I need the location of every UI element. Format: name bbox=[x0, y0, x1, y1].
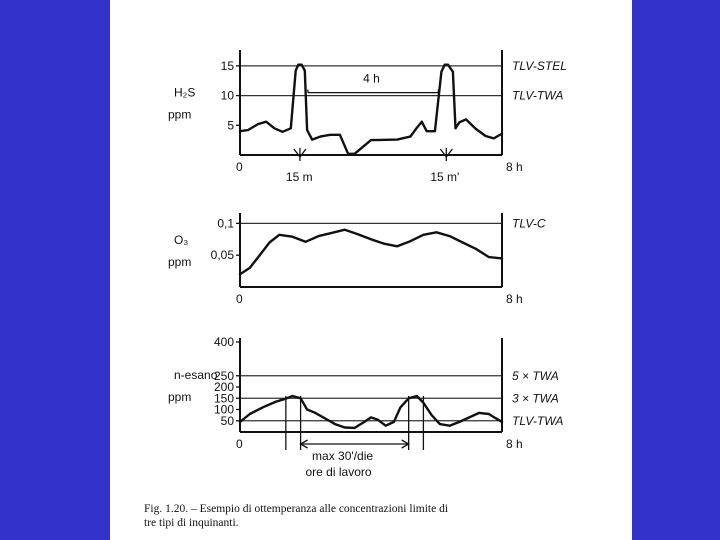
y-tick-label: 15 bbox=[220, 58, 234, 73]
y-axis-label: n-esano bbox=[174, 368, 218, 382]
x-tick-label-end: 8 h bbox=[506, 160, 523, 174]
caption-line-2: tre tipi di inquinanti. bbox=[144, 517, 239, 529]
chart-panel-1 bbox=[168, 50, 567, 174]
reference-line-label: TLV-C bbox=[512, 216, 546, 231]
x-tick-label-end: 8 h bbox=[506, 437, 523, 451]
span-label-line-1: max 30'/die bbox=[312, 449, 374, 463]
peak-2-label: 15 m' bbox=[430, 170, 460, 184]
reference-line-label: TLV-STEL bbox=[512, 58, 567, 73]
chart-panel-2 bbox=[168, 213, 546, 306]
y-tick-label: 0,05 bbox=[210, 248, 234, 263]
x-tick-label-start: 0 bbox=[236, 437, 243, 451]
y-axis-unit: ppm bbox=[168, 390, 192, 404]
reference-line-label: 3 × TWA bbox=[512, 391, 559, 406]
x-tick-label-start: 0 bbox=[236, 160, 243, 174]
reference-line-label: TLV-TWA bbox=[512, 88, 564, 103]
reference-line-label: 5 × TWA bbox=[512, 368, 559, 383]
y-axis-label: O₃ bbox=[174, 233, 189, 247]
y-tick-label: 200 bbox=[213, 380, 234, 394]
x-tick-label-end: 8 h bbox=[506, 292, 523, 306]
chart-panels bbox=[168, 50, 567, 451]
reference-line-label: TLV-TWA bbox=[512, 413, 564, 428]
x-tick-label-start: 0 bbox=[236, 292, 243, 306]
caption-line-1: Fig. 1.20. – Esempio di ottemperanza alle concentrazioni limite di bbox=[144, 503, 449, 515]
y-tick-label: 50 bbox=[220, 413, 234, 428]
data-series-line bbox=[240, 396, 502, 428]
interval-label: 4 h bbox=[363, 71, 380, 86]
y-axis-unit: ppm bbox=[168, 255, 192, 269]
y-tick-label: 0,1 bbox=[217, 216, 234, 231]
y-tick-label: 100 bbox=[213, 402, 234, 417]
span-label-line-2: ore di lavoro bbox=[305, 465, 372, 479]
peak-1-label: 15 m bbox=[285, 170, 313, 184]
y-tick-label: 10 bbox=[220, 88, 234, 103]
figure bbox=[110, 0, 632, 540]
data-series-line bbox=[240, 230, 502, 275]
paper-sheet bbox=[110, 0, 632, 540]
y-axis-label: H₂S bbox=[174, 85, 196, 100]
y-axis-unit: ppm bbox=[168, 107, 192, 122]
chart-panel-3 bbox=[168, 335, 563, 451]
y-tick-label: 5 bbox=[227, 118, 234, 133]
y-tick-label: 250 bbox=[213, 368, 234, 383]
y-tick-label: 150 bbox=[213, 391, 234, 406]
y-tick-label: 400 bbox=[213, 335, 234, 349]
